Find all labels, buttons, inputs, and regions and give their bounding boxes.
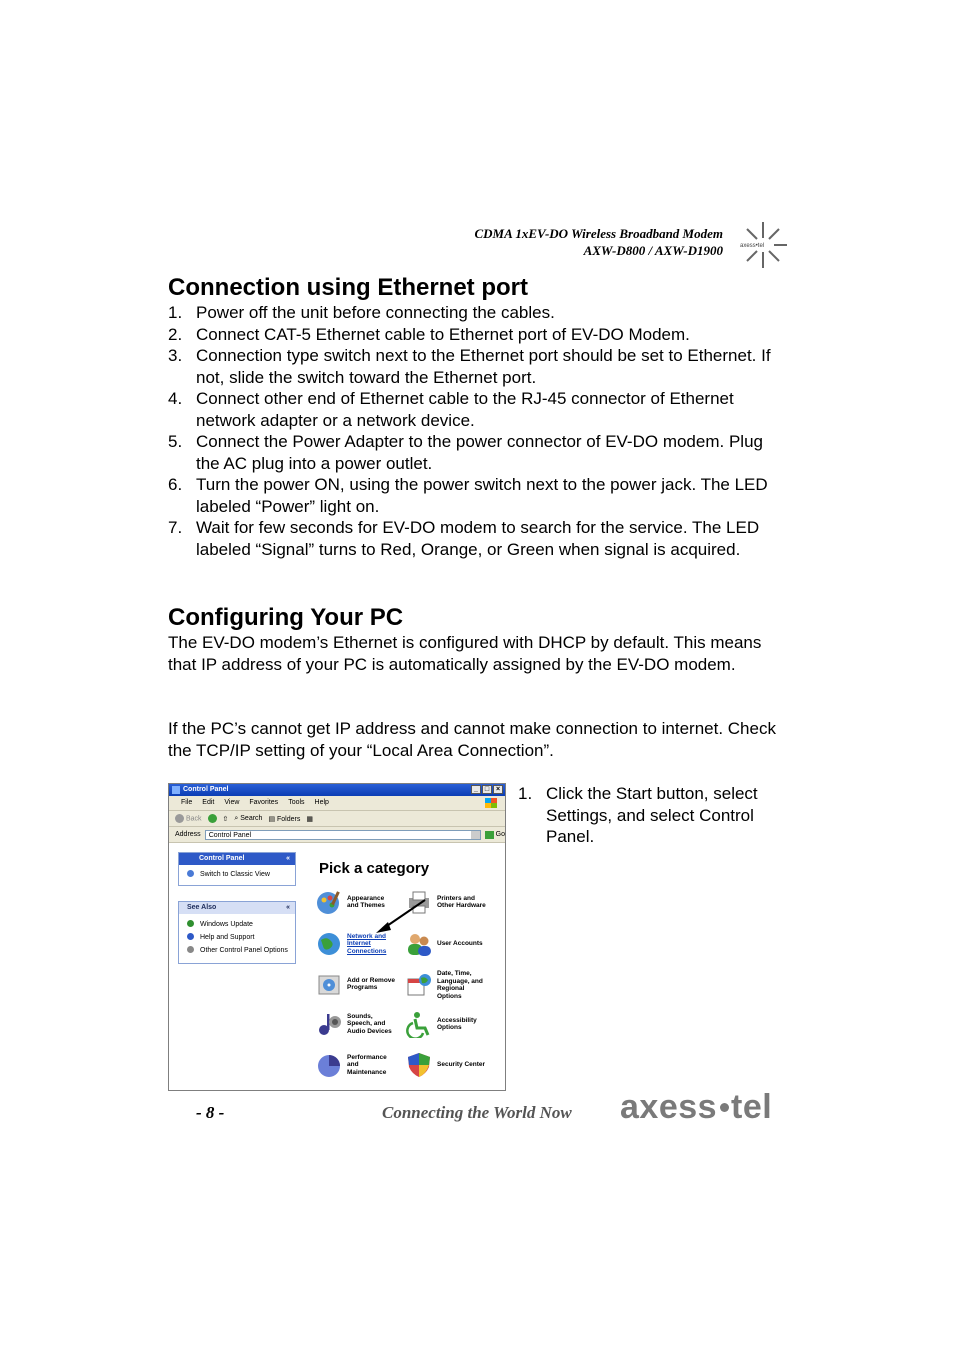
control-panel-icon <box>172 786 180 794</box>
performance-icon <box>315 1051 343 1079</box>
close-button[interactable]: × <box>493 785 503 794</box>
category-label: Appearance and Themes <box>347 894 385 909</box>
list-item <box>168 345 788 388</box>
chevron-down-icon[interactable] <box>471 831 480 839</box>
category-label: Sounds, Speech, and Audio Devices <box>347 1012 392 1035</box>
switch-classic-view-label: Switch to Classic View <box>200 871 270 878</box>
pick-category-title: Pick a category <box>319 860 430 877</box>
step-number: 7. <box>168 518 183 537</box>
list-item <box>168 517 788 560</box>
accessibility-icon <box>405 1010 433 1038</box>
windows-update-icon <box>187 920 194 927</box>
link-label: Other Control Panel Options <box>200 947 288 954</box>
section-title-ethernet: Connection using Ethernet port <box>168 274 528 301</box>
category-label: Security Center <box>437 1061 486 1069</box>
list-item <box>168 474 788 517</box>
list-item <box>168 388 788 431</box>
step-number: 1. <box>168 303 183 322</box>
list-item <box>168 324 788 346</box>
category-performance[interactable] <box>315 1051 397 1079</box>
appearance-themes-icon <box>315 888 343 916</box>
views-icon[interactable]: ▦ <box>306 815 313 823</box>
step-text: Connect other end of Ethernet cable to the RJ-45 connector of Ethernet network adapter or a network device. <box>196 389 734 430</box>
category-label: User Accounts <box>437 940 483 948</box>
see-also-title: See Also <box>187 904 217 911</box>
security-shield-icon <box>405 1051 433 1079</box>
menu-view[interactable]: View <box>224 799 240 806</box>
go-button[interactable] <box>485 831 505 839</box>
window-titlebar <box>169 784 505 796</box>
step-text: Click the Start button, select Settings, and select Control Panel. <box>546 784 758 846</box>
help-support-link[interactable] <box>179 931 295 944</box>
pointer-arrow-icon <box>370 896 430 936</box>
link-label: Windows Update <box>200 921 253 928</box>
back-label: Back <box>185 815 202 823</box>
up-folder-icon[interactable]: ⇧ <box>222 815 229 823</box>
toolbar <box>169 811 505 827</box>
help-icon <box>187 933 194 940</box>
page-number: - 8 - <box>196 1103 225 1122</box>
category-date-time[interactable] <box>405 970 487 1000</box>
link-label: Help and Support <box>200 934 255 941</box>
category-label: Accessibility Options <box>437 1016 477 1031</box>
header-title: CDMA 1xEV-DO Wireless Broadband Modem <box>474 226 723 241</box>
address-field[interactable] <box>205 830 481 840</box>
category-label: Performance and Maintenance <box>347 1053 387 1076</box>
go-label: Go <box>495 831 505 838</box>
control-panel-screenshot <box>168 783 506 1091</box>
step-text: Turn the power ON, using the power switch next to the power jack. The LED labeled “Power” light on. <box>196 475 768 516</box>
tcpip-paragraph: If the PC’s cannot get IP address and cannot make connection to internet. Check the TCP/IP setting of your “Local Area Connection”. <box>168 719 776 760</box>
task-pane <box>169 844 302 1090</box>
list-item <box>168 302 788 324</box>
logo-small-text: axess•tel <box>740 243 765 249</box>
date-time-icon <box>405 971 433 999</box>
step-number: 4. <box>168 389 183 408</box>
collapse-icon[interactable]: « <box>286 855 290 862</box>
forward-arrow-icon[interactable] <box>208 814 217 823</box>
control-panel-task-box <box>178 852 296 886</box>
see-also-box <box>178 901 296 964</box>
category-label: Network and Internet Connections <box>347 932 387 955</box>
folders-label: Folders <box>277 815 301 823</box>
step-number: 2. <box>168 324 183 344</box>
step-number: 1. <box>518 784 533 803</box>
footer-tagline: Connecting the World Now <box>382 1103 572 1122</box>
category-security-center[interactable] <box>405 1051 487 1079</box>
other-options-link[interactable] <box>179 944 295 957</box>
search-button[interactable]: ⌕ Search <box>234 814 263 822</box>
menu-favorites[interactable]: Favorites <box>249 799 279 806</box>
back-arrow-icon <box>175 814 184 823</box>
switch-view-icon <box>187 870 194 877</box>
window-title: Control Panel <box>183 786 229 793</box>
minimize-button[interactable]: _ <box>471 785 481 794</box>
axesstel-star-logo <box>738 220 788 270</box>
task-box-title: Control Panel <box>199 855 245 862</box>
document-header <box>475 225 724 259</box>
step-text: Connect CAT-5 Ethernet cable to Ethernet port of EV-DO Modem. <box>196 324 690 344</box>
menu-edit[interactable]: Edit <box>202 799 215 806</box>
list-item <box>168 431 788 474</box>
back-button[interactable] <box>175 814 202 823</box>
search-label: Search <box>240 814 263 822</box>
category-label: Add or Remove Programs <box>347 976 396 991</box>
windows-update-link[interactable] <box>179 918 295 931</box>
step-number: 6. <box>168 475 183 494</box>
category-sounds[interactable] <box>315 1010 397 1038</box>
brand-dot-icon <box>720 1103 729 1112</box>
switch-classic-view-link[interactable] <box>179 865 295 885</box>
brand-left: axess <box>620 1088 718 1126</box>
maximize-button[interactable]: □ <box>482 785 492 794</box>
brand-right: tel <box>731 1088 773 1126</box>
category-add-remove[interactable] <box>315 970 397 998</box>
step-number: 5. <box>168 432 183 451</box>
address-label: Address <box>175 831 201 838</box>
header-model: AXW-D800 / AXW-D1900 <box>583 243 723 258</box>
step-text: Power off the unit before connecting the cables. <box>196 303 555 322</box>
menu-tools[interactable]: Tools <box>288 799 305 806</box>
category-label: Date, Time, Language, and Regional Options <box>437 970 483 1000</box>
menu-bar <box>169 796 505 811</box>
control-panel-steps-list <box>518 783 788 848</box>
collapse-icon[interactable]: « <box>286 904 290 911</box>
task-box-header <box>179 853 295 865</box>
menu-help[interactable]: Help <box>314 799 329 806</box>
ethernet-steps-list <box>168 302 788 560</box>
network-globe-icon <box>315 930 343 958</box>
address-value: Control Panel <box>208 831 252 839</box>
step-text: Wait for few seconds for EV-DO modem to search for the service. The LED labeled “Signal” turns to Red, Orange, or Green when signal is acquired. <box>196 518 760 559</box>
add-remove-programs-icon <box>315 970 343 998</box>
menu-file[interactable]: File <box>181 799 193 806</box>
category-accessibility[interactable] <box>405 1010 487 1038</box>
options-icon <box>187 946 194 953</box>
category-label: Printers and Other Hardware <box>437 894 486 909</box>
step-text: Connect the Power Adapter to the power connector of EV-DO modem. Plug the AC plug into a power outlet. <box>196 432 763 473</box>
go-arrow-icon <box>485 831 494 839</box>
address-bar <box>169 827 505 843</box>
windows-flag-icon <box>485 798 497 808</box>
step-number: 3. <box>168 346 183 365</box>
list-item <box>518 783 788 848</box>
sounds-icon <box>315 1010 343 1038</box>
see-also-header <box>179 902 295 914</box>
section-title-configuring: Configuring Your PC <box>168 604 404 631</box>
dhcp-paragraph: The EV-DO modem’s Ethernet is configured with DHCP by default. This means that IP address of your PC is automatically assigned by the EV-DO modem. <box>168 633 762 674</box>
folders-button[interactable]: ▤ Folders <box>268 815 301 823</box>
category-pane <box>309 844 505 1090</box>
step-text: Connection type switch next to the Ethernet port should be set to Ethernet. If not, slide the switch toward the Ethernet port. <box>196 346 771 387</box>
axesstel-logo <box>620 1088 772 1127</box>
